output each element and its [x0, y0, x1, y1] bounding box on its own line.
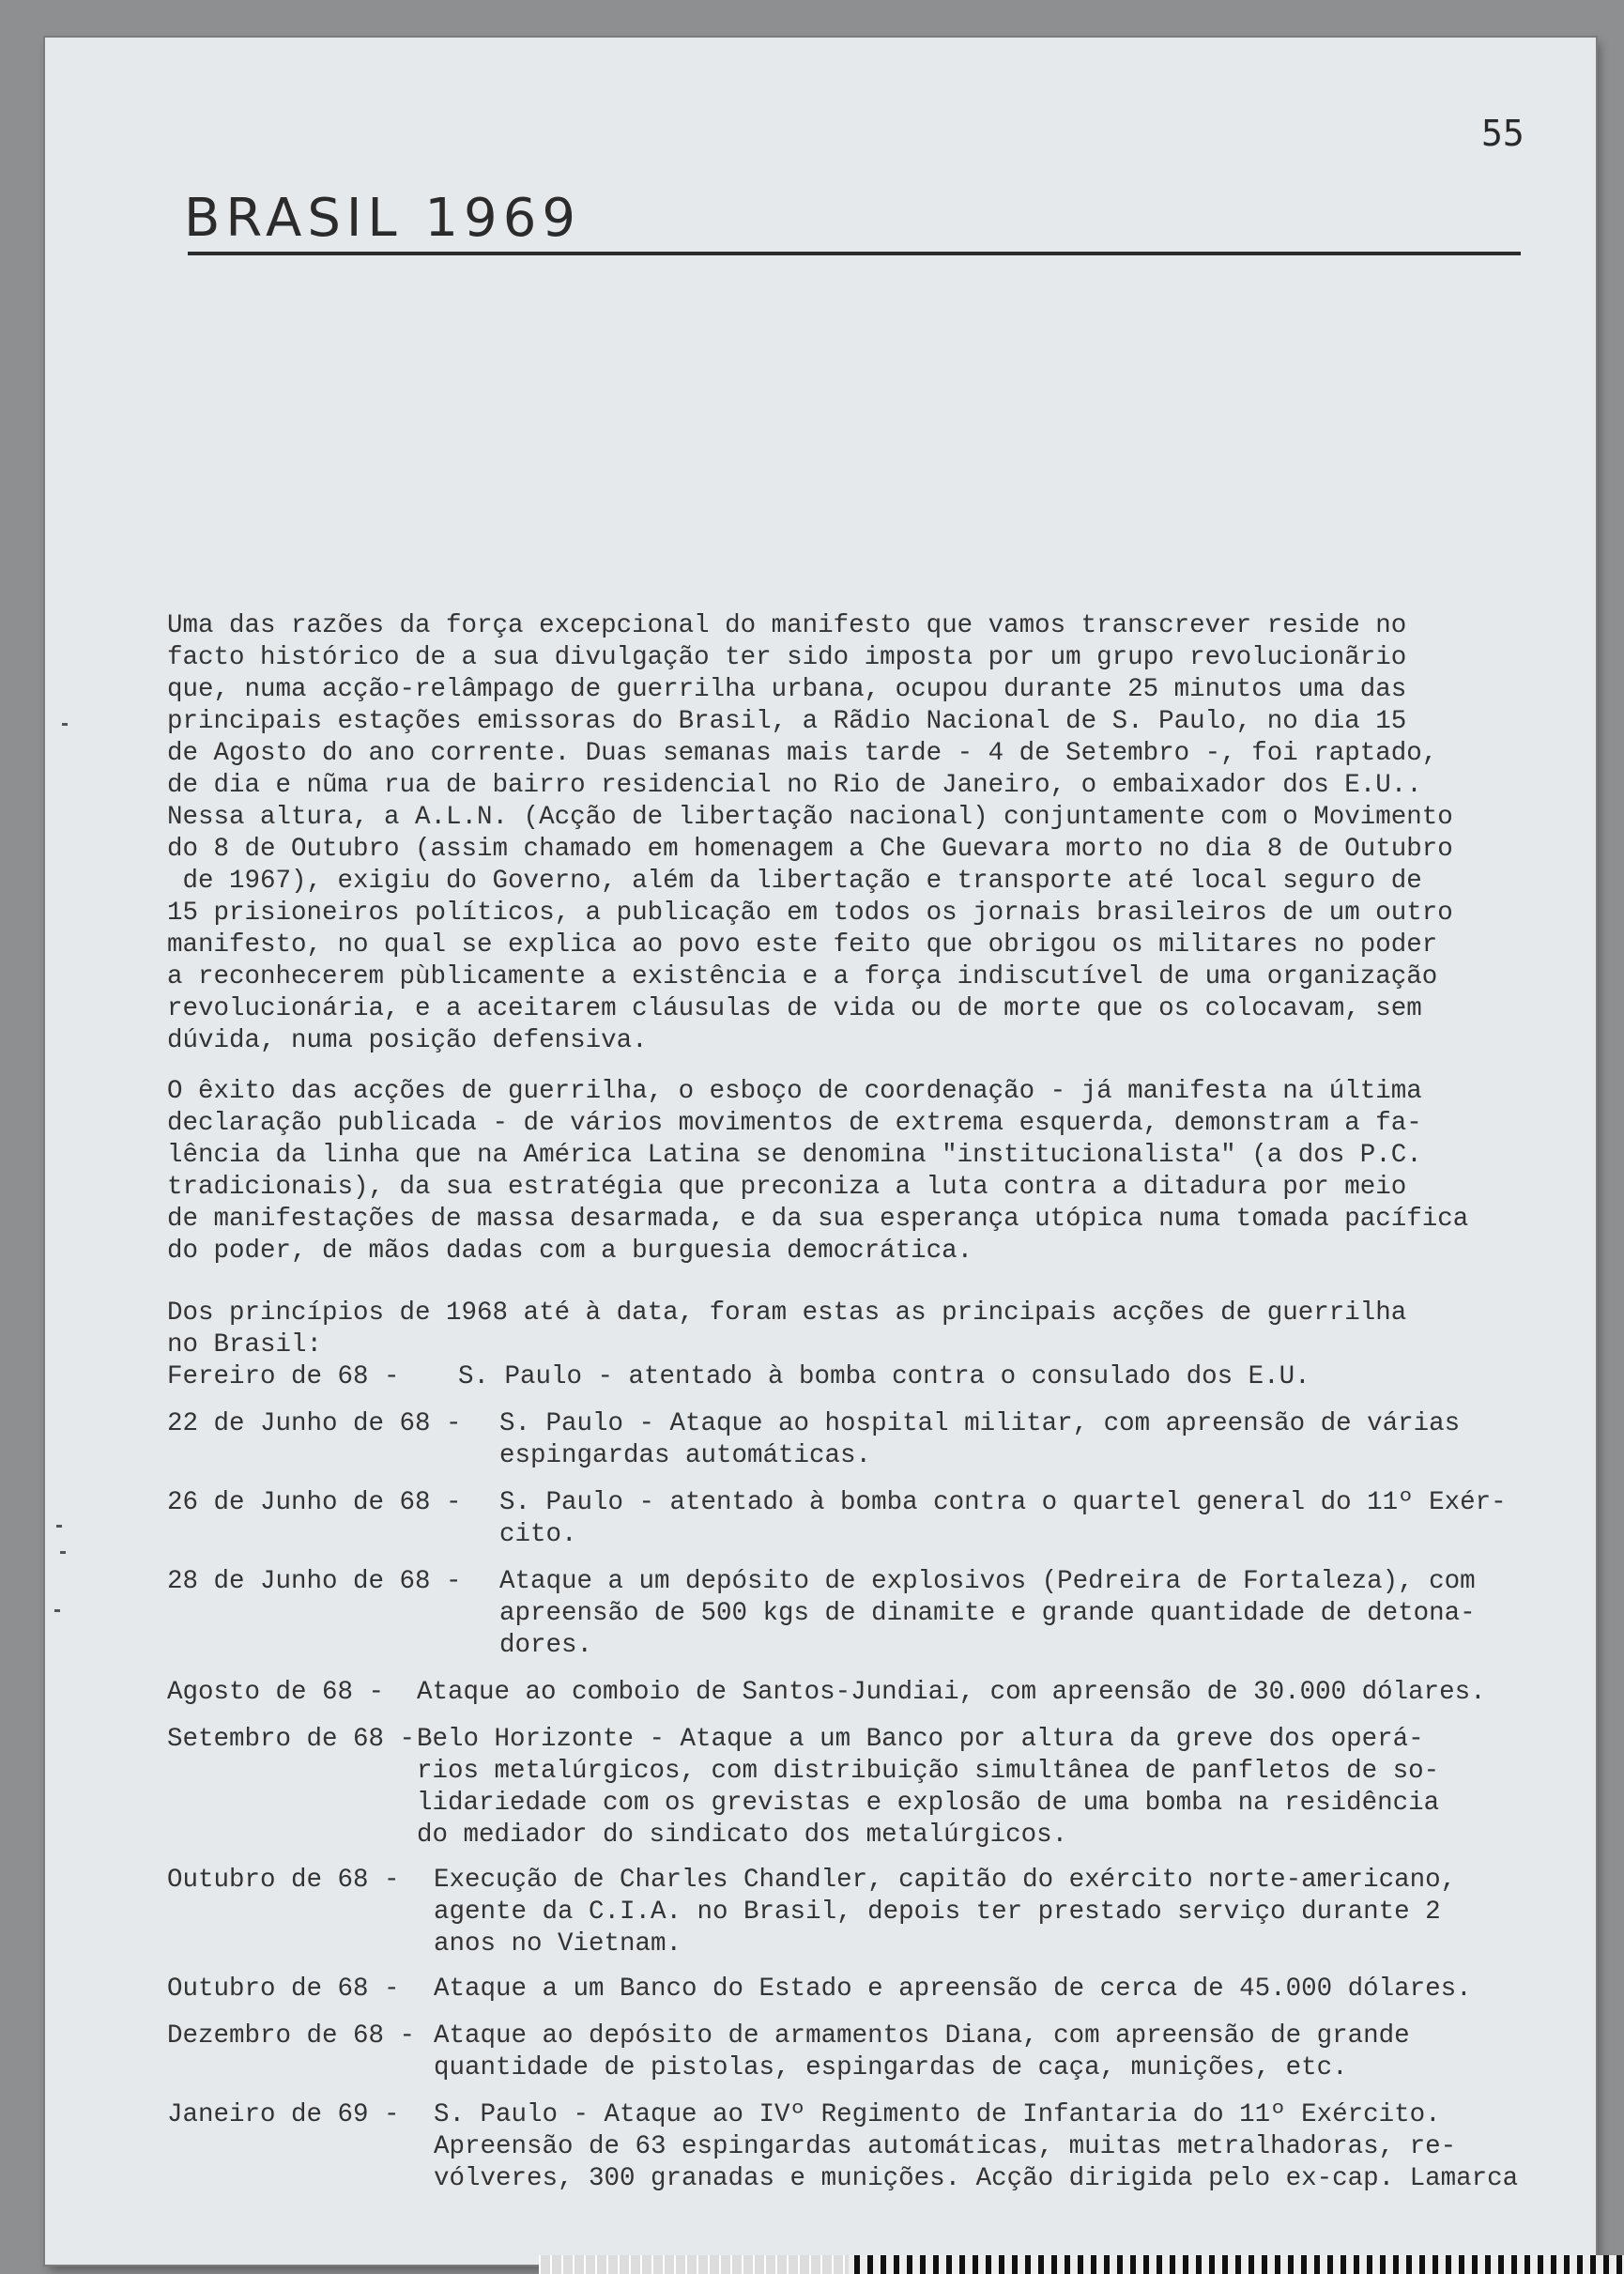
text-line: 15 prisioneiros políticos, a publicação em todos os jornais brasileiros de um outro	[167, 899, 1453, 928]
event-date: 22 de Junho de 68 -	[167, 1409, 462, 1438]
text-line: Apreensão de 63 espingardas automáticas, muitas metralhadoras, re-	[434, 2132, 1457, 2161]
event-date: Janeiro de 69 -	[167, 2100, 400, 2129]
event-description	[499, 1487, 1507, 1551]
text-line: do 8 de Outubro (assim chamado em homenagem a Che Guevara morto no dia 8 de Outubro	[167, 835, 1453, 864]
text-line: dúvida, numa posição defensiva.	[167, 1026, 648, 1055]
text-line: de manifestações de massa desarmada, e da sua esperança utópica numa tomada pacífica	[167, 1205, 1469, 1234]
margin-mark	[56, 1525, 62, 1528]
text-line: Nessa altura, a A.L.N. (Acção de libertação nacional) conjuntamente com o Movimento	[167, 803, 1453, 832]
margin-mark	[62, 723, 68, 726]
bleed-through-text	[233, 310, 1528, 620]
event-description	[417, 1677, 1486, 1709]
event-description	[434, 2099, 1518, 2195]
event-description	[499, 1566, 1476, 1662]
event-description	[417, 1724, 1439, 1851]
text-line: tradicionais), da sua estratégia que preconiza a luta contra a ditadura por meio	[167, 1173, 1407, 1202]
text-line: declaração publicada - de vários movimentos de extrema esquerda, demonstram a fa-	[167, 1109, 1422, 1138]
event-date: 26 de Junho de 68 -	[167, 1488, 462, 1517]
text-line: Ataque a um Banco do Estado e apreensão de cerca de 45.000 dólares.	[434, 1974, 1472, 2004]
text-line: no Brasil:	[167, 1330, 323, 1360]
text-line: Dos princípios de 1968 até à data, foram estas as principais acções de guerrilha	[167, 1298, 1407, 1328]
analysis-paragraph	[167, 1076, 1556, 1268]
text-line: apreensão de 500 kgs de dinamite e grande quantidade de detona-	[499, 1599, 1476, 1628]
text-line: quantidade de pistolas, espingardas de caça, munições, etc.	[434, 2053, 1348, 2082]
page-number: 55	[1481, 113, 1524, 154]
text-line: S. Paulo - atentado à bomba contra o consulado dos E.U.	[458, 1362, 1310, 1391]
event-date: Setembro de 68 -	[167, 1725, 416, 1754]
text-line: dores.	[499, 1631, 593, 1660]
text-line: O êxito das acções de guerrilha, o esboço de coordenação - já manifesta na última	[167, 1077, 1422, 1106]
text-line: Ataque ao comboio de Santos-Jundiai, com apreensão de 30.000 dólares.	[417, 1678, 1486, 1707]
actions-intro-paragraph	[167, 1298, 1556, 1361]
event-date: Agosto de 68 -	[167, 1678, 385, 1707]
text-line: principais estações emissoras do Brasil, a Rãdio Nacional de S. Paulo, no dia 15	[167, 707, 1407, 736]
text-line: agente da C.I.A. no Brasil, depois ter prestado serviço durante 2	[434, 1898, 1441, 1927]
text-line: S. Paulo - Ataque ao hospital militar, com apreensão de várias	[499, 1409, 1461, 1438]
text-line: S. Paulo - Ataque ao IVº Regimento de Infantaria do 11º Exército.	[434, 2100, 1441, 2129]
event-description	[434, 1974, 1472, 2005]
text-line: lência da linha que na América Latina se denomina "institucionalista" (a dos P.C.	[167, 1141, 1422, 1170]
text-line: revolucionária, e a aceitarem cláusulas de vida ou de morte que os colocavam, sem	[167, 994, 1422, 1023]
text-line: espingardas automáticas.	[499, 1441, 872, 1470]
title-underline	[188, 252, 1521, 255]
text-line: manifesto, no qual se explica ao povo este feito que obrigou os militares no poder	[167, 930, 1438, 960]
event-date: Dezembro de 68 -	[167, 2021, 416, 2051]
text-line: do mediador do sindicato dos metalúrgicos.	[417, 1821, 1068, 1850]
text-line: rios metalúrgicos, com distribuição simultânea de panfletos de so-	[417, 1757, 1440, 1786]
text-line: Uma das razões da força excepcional do manifesto que vamos transcrever reside no	[167, 611, 1407, 640]
event-description	[499, 1408, 1460, 1472]
text-line: S. Paulo - atentado à bomba contra o quartel general do 11º Exér-	[499, 1488, 1507, 1517]
event-date: Outubro de 68 -	[167, 1974, 400, 2004]
event-description	[458, 1361, 1310, 1393]
text-line: de Agosto do ano corrente. Duas semanas mais tarde - 4 de Setembro -, foi raptado,	[167, 739, 1438, 768]
event-date: Fereiro de 68 -	[167, 1362, 400, 1391]
event-date: Outubro de 68 -	[167, 1866, 400, 1895]
text-line: Execução de Charles Chandler, capitão do exército norte-americano,	[434, 1866, 1457, 1895]
text-line: Ataque ao depósito de armamentos Diana, com apreensão de grande	[434, 2021, 1410, 2051]
event-description	[434, 2020, 1410, 2084]
text-line: anos no Vietnam.	[434, 1929, 682, 1959]
text-line: vólveres, 300 granadas e munições. Acção dirigida pelo ex-cap. Lamarca	[434, 2164, 1519, 2193]
event-date: 28 de Junho de 68 -	[167, 1567, 462, 1596]
text-line: lidariedade com os grevistas e explosão de uma bomba na residência	[417, 1789, 1440, 1818]
margin-mark	[60, 1551, 66, 1554]
text-line: Belo Horizonte - Ataque a um Banco por altura da greve dos operá-	[417, 1725, 1424, 1754]
text-line: cito.	[499, 1520, 577, 1549]
event-description	[434, 1865, 1456, 1960]
text-line: que, numa acção-relâmpago de guerrilha urbana, ocupou durante 25 minutos uma das	[167, 675, 1407, 704]
text-line: do poder, de mãos dadas com a burguesia democrática.	[167, 1237, 973, 1266]
margin-mark	[54, 1609, 60, 1612]
page-title: BRASIL 1969	[184, 188, 581, 249]
text-line: de dia e nũma rua de bairro residencial no Rio de Janeiro, o embaixador dos E.U..	[167, 771, 1422, 800]
text-line: de 1967), exigiu do Governo, além da libertação e transporte até local seguro de	[167, 867, 1422, 896]
intro-paragraph	[167, 610, 1556, 1057]
text-line: a reconhecerem pùblicamente a existência e a força indiscutível de uma organização	[167, 962, 1438, 991]
scale-ruler-light	[539, 2255, 849, 2274]
text-line: Ataque a um depósito de explosivos (Pedreira de Fortaleza), com	[499, 1567, 1476, 1596]
text-line: facto histórico de a sua divulgação ter sido imposta por um grupo revolucionãrio	[167, 643, 1407, 672]
